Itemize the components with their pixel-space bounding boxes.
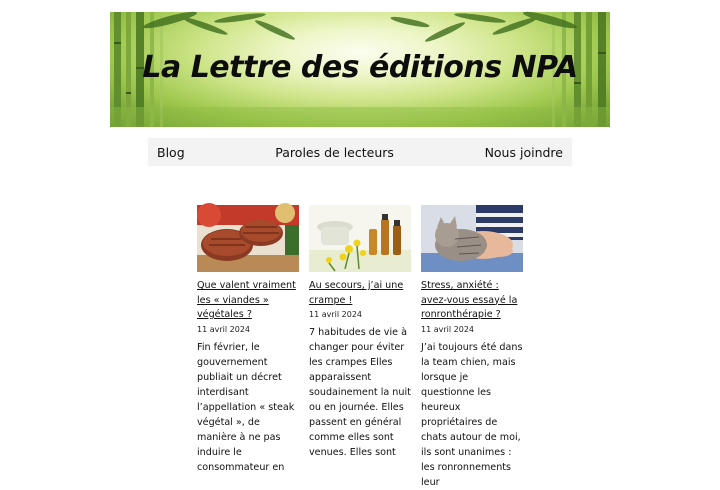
herbal-oils-image bbox=[309, 205, 411, 272]
post-date: 11 avril 2024 bbox=[309, 310, 362, 319]
site-title: La Lettre des éditions NPA bbox=[142, 50, 578, 85]
nav-item-nous-joindre[interactable]: Nous joindre bbox=[484, 144, 563, 160]
nav-item-paroles-de-lecteurs[interactable]: Paroles de lecteurs bbox=[275, 144, 394, 160]
post-thumbnail-link[interactable] bbox=[421, 205, 523, 272]
post-thumbnail-link[interactable] bbox=[197, 205, 299, 272]
post-excerpt: J’ai toujours été dans la team chien, mais lorsque je questionne les heureux propriétaires de chats autour de moi, ils sont unanimes : les ronronnements leur bbox=[421, 341, 523, 488]
nav-item-blog[interactable]: Blog bbox=[157, 144, 185, 160]
header-banner bbox=[110, 12, 610, 127]
post-card bbox=[309, 205, 411, 460]
post-date: 11 avril 2024 bbox=[421, 324, 474, 334]
post-title-link[interactable]: Stress, anxiété : avez-vous essayé la ronronthérapie ? bbox=[421, 280, 518, 320]
post-title-link[interactable]: Que valent vraiment les « viandes » végétales ? bbox=[197, 280, 296, 320]
post-excerpt: Fin février, le gouvernement publiait un décret interdisant l’appellation « steak végétal », de manière à ne pas induire le consommateur en bbox=[197, 341, 295, 473]
post-card bbox=[421, 205, 523, 490]
post-title-link[interactable]: Au secours, j’ai une crampe ! bbox=[309, 280, 404, 306]
post-excerpt: 7 habitudes de vie à changer pour éviter les crampes Elles apparaissent soudainement la nuit ou en journée. Elles passent en général comme elles sont venues. Elles sont bbox=[309, 327, 411, 458]
cat-cuddle-image bbox=[421, 205, 523, 272]
veggie-burger-image bbox=[197, 205, 299, 272]
post-thumbnail-link[interactable] bbox=[309, 205, 411, 272]
post-grid bbox=[197, 205, 527, 488]
main-nav bbox=[148, 138, 572, 166]
post-card bbox=[197, 205, 299, 475]
post-date: 11 avril 2024 bbox=[197, 324, 250, 334]
